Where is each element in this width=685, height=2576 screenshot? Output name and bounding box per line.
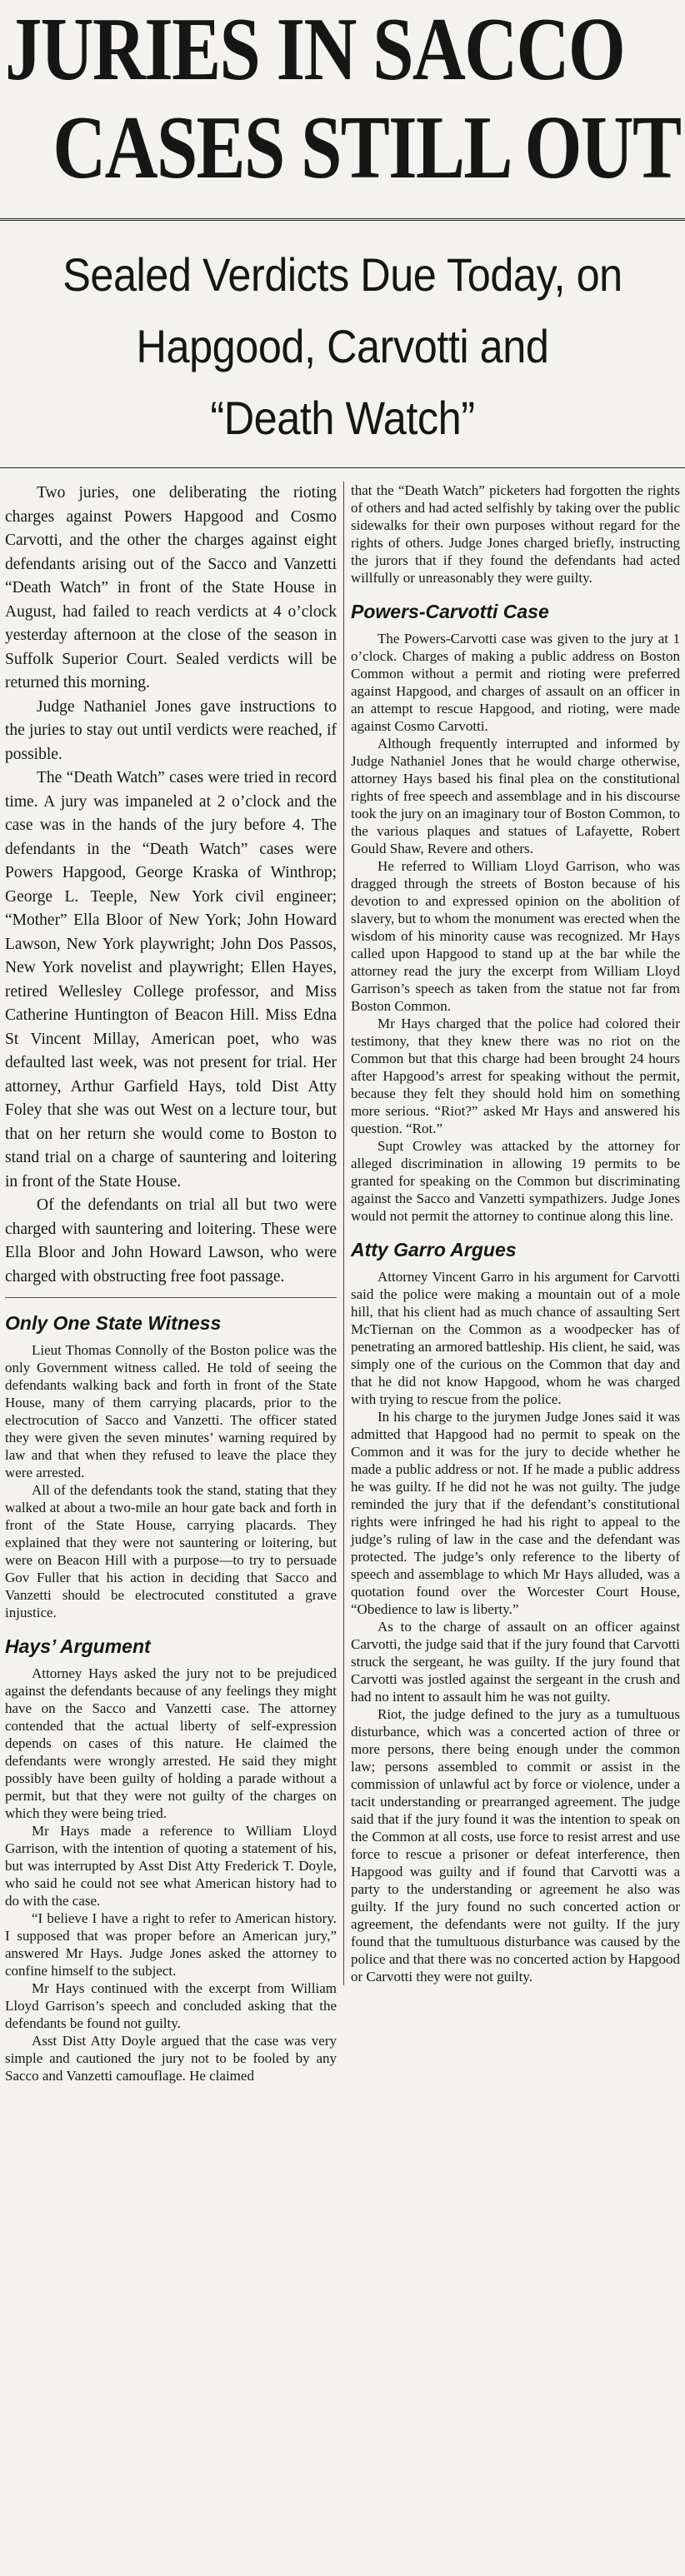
- left-column: [0, 482, 342, 2084]
- lead-paragraph: Judge Nathaniel Jones gave instructions to the juries to stay out until verdicts were reached, if possible.: [5, 697, 337, 763]
- lead-paragraph: The “Death Watch” cases were tried in record time. A jury was impaneled at 2 o’clock and the case was in the hands of the jury before 4. The defendants in the “Death Watch” cases were Powers Hapgood, George Kraska of Winthrop; George L. Teeple, New York civil engineer; “Mother” Ella Bloor of New York; John Howard Lawson, New York playwright; John Dos Passos, New York novelist and playwright; Ellen Hayes, retired Wellesley College professor, and Miss Catherine Huntington of Beacon Hill. Miss Edna St Vincent Millay, American poet, who was defaulted last week, was not present for trial. Her attorney, Arthur Garfield Hays, told Dist Atty Foley that she was out West on a lecture tour, but that on her return she would come to Boston to stand trial on a charge of sauntering and loitering in front of the State House.: [5, 769, 337, 1191]
- body-paragraph: Mr Hays continued with the excerpt from William Lloyd Garrison’s speech and concluded asking that the defendants be found not guilty.: [5, 1980, 337, 2031]
- section-heading: Atty Garro Argues: [351, 1239, 517, 1261]
- section-heading: Only One State Witness: [5, 1312, 222, 1334]
- lead-paragraphs: [5, 482, 337, 1289]
- body-paragraph: Mr Hays made a reference to William Lloyd Garrison, with the intention of quoting a statement of his, but was interrupted by Asst Dist Atty Frederick T. Doyle, who said he could not see what American history had to do with the case.: [5, 1823, 337, 1909]
- body-paragraph: Although frequently interrupted and informed by Judge Nathaniel Jones that he would charge otherwise, attorney Hays based his final plea on the constitutional rights of free speech and assemblage and in his discourse took the jury on an imaginary tour of Boston Common, to the various plaques and statues of Lafayette, Robert Gould Shaw, Revere and others.: [351, 736, 680, 856]
- lead-paragraph: Of the defendants on trial all but two were charged with sauntering and loitering. These were Ella Bloor and John Howard Lawson, who were charged with obstructing free foot passage.: [5, 1196, 337, 1286]
- body-paragraph: As to the charge of assault on an officer against Carvotti, the judge said that if the jury found that Carvotti struck the sergeant, he was guilty. If the jury found that Carvotti was jostled against the sergeant in the crush and had no intent to assault him he was not guilty.: [351, 1619, 680, 1705]
- right-column: [343, 482, 685, 1985]
- deck-line-1: Sealed Verdicts Due Today, on: [62, 248, 622, 301]
- section-powers-carvotti: [351, 600, 680, 1225]
- deck-subheadline: [0, 218, 685, 468]
- body-paragraph: The Powers-Carvotti case was given to the jury at 1 o’clock. Charges of making a public address on Boston Common without a permit and rioting were preferred against Hapgood, and charges of assault on an officer in an attempt to rescue Hapgood, and rioting, were made against Cosmo Carvotti.: [351, 631, 680, 734]
- deck-text: [34, 239, 651, 454]
- section-heading: Powers-Carvotti Case: [351, 601, 549, 622]
- headline: [0, 0, 685, 208]
- body-paragraph: Supt Crowley was attacked by the attorney for alleged discrimination in allowing 19 permits to be granted for speaking on the Common but discriminating against the Sacco and Vanzetti sympathizers. Judge Jones would not permit the attorney to continue along this line.: [351, 1138, 680, 1224]
- lead-paragraph: Two juries, one deliberating the rioting charges against Powers Hapgood and Cosmo Carvotti, and the other the charges against eight defendants arising out of the Sacco and Vanzetti “Death Watch” in front of the State House in August, had failed to reach verdicts at 4 o’clock yesterday afternoon at the close of the season in Suffolk Superior Court. Sealed verdicts will be returned this morning.: [5, 484, 337, 691]
- headline-line-1: JURIES IN SACCO: [5, 0, 625, 99]
- section-garro-argues: [351, 1238, 680, 1985]
- section-divider: [5, 1297, 337, 1298]
- body-paragraph: Riot, the judge defined to the jury as a tumultuous disturbance, which was a concerted action of three or more persons, there being enough under the common law; persons assembled to commit or assist in the commission of unlawful act by force or violence, under a tacit understanding or prearranged agreement. The judge said that if the jury found it was the intention to speak on the Common at all costs, use force to resist arrest and use force to rescue a prisoner or defeat interference, then Hapgood was guilty and if found that Carvotti was a party to the understanding or agreement he also was guilty. If the jury found no such concerted action or agreement, the defendants were not guilty. If the jury found that the tumultuous disturbance was caused by the police and that there was no concerted action by Hapgood or Carvotti they were not guilty.: [351, 1706, 680, 1984]
- headline-line-2: CASES STILL OUT: [52, 98, 680, 197]
- continuation-block: [351, 482, 680, 587]
- deck-line-2: Hapgood, Carvotti and: [136, 320, 549, 372]
- deck-line-3: “Death Watch”: [210, 392, 475, 444]
- body-paragraph: Asst Dist Atty Doyle argued that the case was very simple and cautioned the jury not to be fooled by any Sacco and Vanzetti camouflage. He claimed: [5, 2033, 337, 2084]
- section-heading: Hays’ Argument: [5, 1635, 151, 1657]
- body-paragraph: Attorney Vincent Garro in his argument for Carvotti said the police were making a mountain out of a mole hill, that his client had as much chance of assaulting Sert McTiernan on the Common as a woodpecker has of penetrating an armored battleship. His client, he said, was simply one of the curious on the Common that day and that he did not know Hapgood, whom he was charged with trying to rescue from the police.: [351, 1269, 680, 1407]
- body-paragraph: All of the defendants took the stand, stating that they walked at about a two-mile an hour gate back and forth in front of the State House, carrying placards. They explained that they were not sauntering or loitering, but were on Beacon Hill with a purpose—to try to persuade Gov Fuller that his action in deciding that Sacco and Vanzetti should be electrocuted constituted a grave injustice.: [5, 1482, 337, 1620]
- body-paragraph: Mr Hays charged that the police had colored their testimony, that they knew there was no riot on the Common but that this charge had been brought 24 hours after Hapgood’s arrest for speaking without the permit, because they felt they should hold him on something more serious. “Riot?” asked Mr Hays and answered his question. “Rot.”: [351, 1016, 680, 1136]
- body-paragraph: In his charge to the jurymen Judge Jones said it was admitted that Hapgood had no permit to speak on the Common and it was for the jury to decide whether he made a public address or not. If he made a public address he was guilty. If he did not he was not guilty. The judge reminded the jury that if the defendant’s constitutional rights were infringed he had his right to appeal to the judge’s ruling of law in the case and the defendant was protected. The judge’s only reference to the liberty of speech and assemblage to which Mr Hays alluded, was a quotation found over the Worcester Court House, “Obedience to law is liberty.”: [351, 1409, 680, 1617]
- body-paragraph: Attorney Hays asked the jury not to be prejudiced against the defendants because of any feelings they might have on the Sacco and Vanzetti case. The attorney contended that the actual liberty of self-expression depends on cases of this nature. He claimed the defendants were wrongly arrested. He said they might possibly have been guilty of holding a parade without a permit, but that they were not guilty of the charges on which they were being tried.: [5, 1665, 337, 1821]
- body-paragraph: “I believe I have a right to refer to American history. I supposed that was proper before an American jury,” answered Mr Hays. Judge Jones asked the attorney to confine himself to the subject.: [5, 1910, 337, 1979]
- continuation-paragraph: that the “Death Watch” picketers had forgotten the rights of others and had acted selfishly by taking over the public sidewalks for their own purposes without regard for the rights of others. Judge Jones charged briefly, instructing the jurors that if they found the defendants had acted willfully or unreasonably they were guilty.: [351, 482, 680, 586]
- section-hays-argument: [5, 1635, 337, 2084]
- body-paragraph: Lieut Thomas Connolly of the Boston police was the only Government witness called. He told of seeing the defendants walking back and forth in front of the State House, many of them carrying placards, prior to the electrocution of Sacco and Vanzetti. The officer stated they were given the seven minutes’ warning required by law and that when they refused to leave the place they were arrested.: [5, 1342, 337, 1480]
- section-state-witness: [5, 1311, 337, 1621]
- body-paragraph: He referred to William Lloyd Garrison, who was dragged through the streets of Boston because of his devotion to and expressed opinion on the abolition of slavery, but to whom the monument was erected when the wisdom of his minority cause was recognized. Mr Hays called upon Hapgood to stand up at the bar while the attorney read the jury the excerpt from William Lloyd Garrison’s speech as taken from the statue not far from Boston Common.: [351, 858, 680, 1014]
